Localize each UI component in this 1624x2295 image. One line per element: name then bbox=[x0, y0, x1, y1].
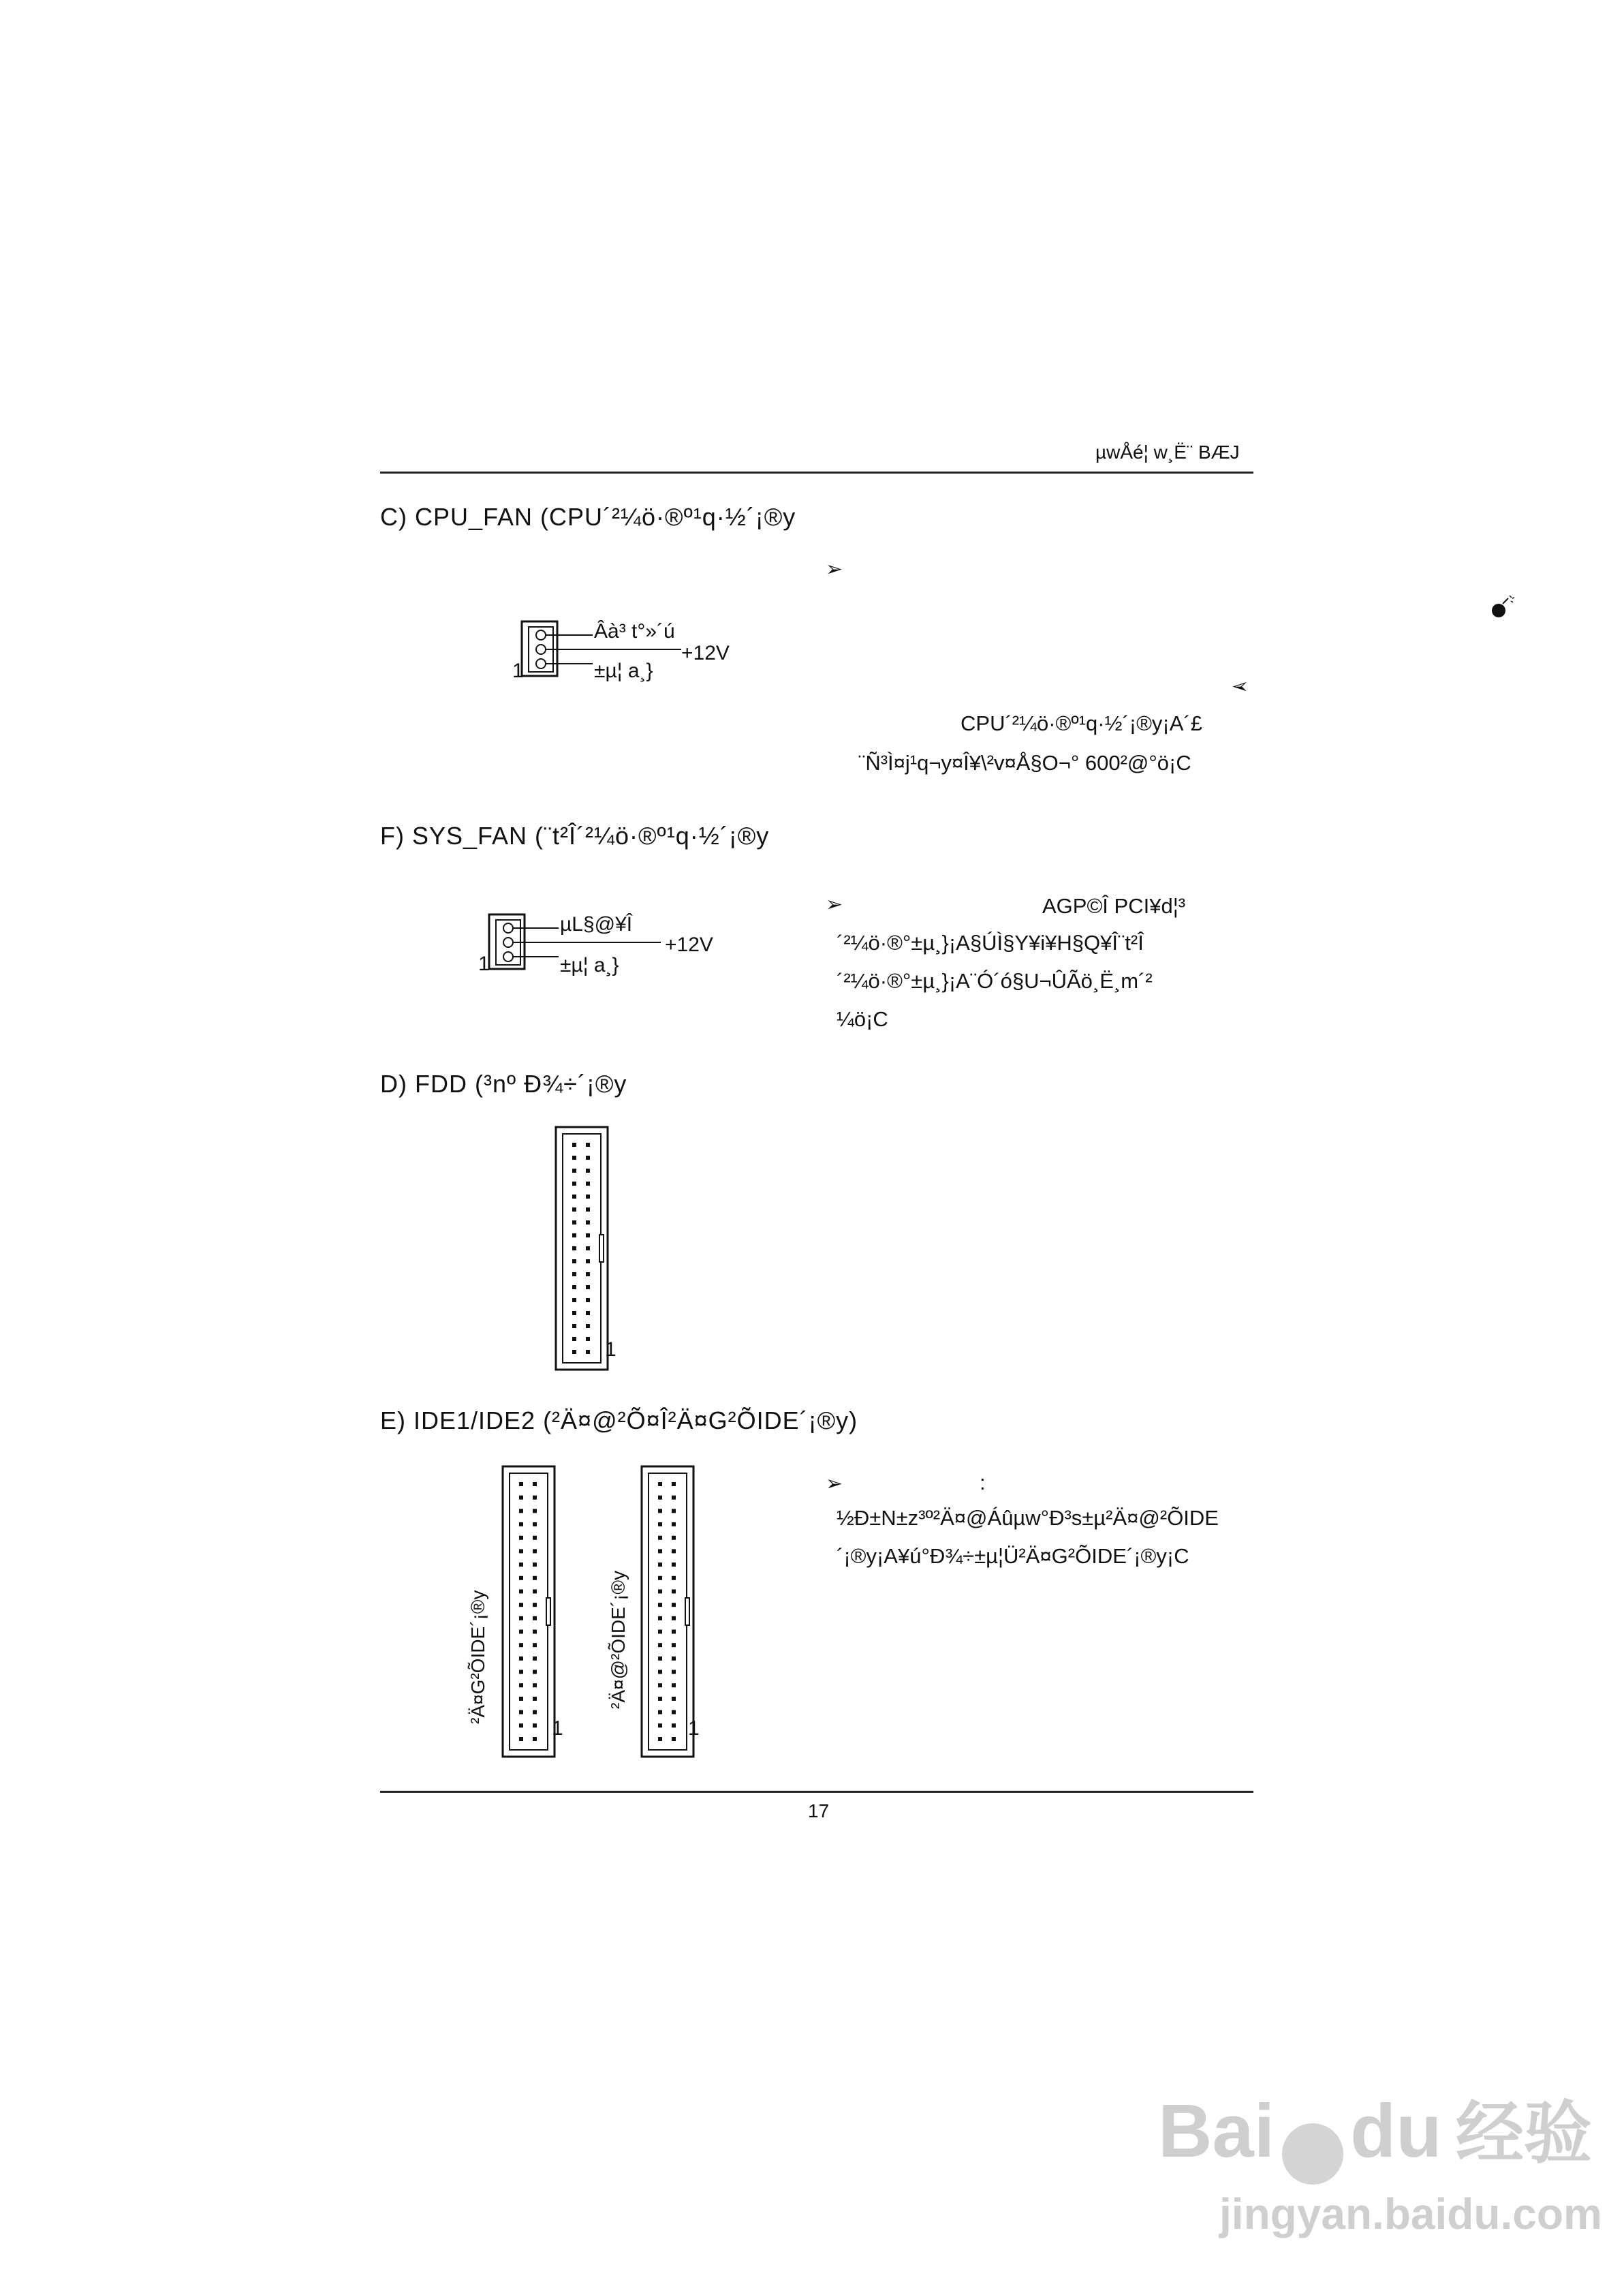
pin bbox=[533, 1482, 537, 1486]
pin bbox=[586, 1272, 590, 1276]
cpu-fan-pin-speed-label: Âà³ t°»´ú bbox=[594, 620, 675, 643]
pin bbox=[533, 1670, 537, 1674]
pin bbox=[533, 1630, 537, 1634]
baidu-jingyan-text: 经验 bbox=[1455, 2095, 1592, 2172]
pin bbox=[533, 1509, 537, 1513]
pin bbox=[658, 1723, 662, 1727]
ide2-pin-one-label: 1 bbox=[552, 1717, 563, 1740]
pin bbox=[658, 1509, 662, 1513]
pin bbox=[586, 1246, 590, 1250]
pin bbox=[519, 1683, 523, 1687]
pin bbox=[572, 1337, 576, 1341]
cpu-fan-heading: C) CPU_FAN (CPU´²¼ö·®º¹q·½´¡®y bbox=[380, 503, 796, 531]
pin bbox=[533, 1603, 537, 1607]
pin bbox=[672, 1496, 676, 1500]
pin bbox=[533, 1576, 537, 1580]
pin bbox=[658, 1710, 662, 1714]
ide2-connector-diagram bbox=[501, 1465, 556, 1758]
sys-fan-note-line1: AGP©Î PCI¥d¦³ bbox=[1042, 894, 1186, 918]
arrow-bullet-icon: ➢ bbox=[826, 1473, 843, 1495]
pin bbox=[519, 1576, 523, 1580]
pin bbox=[572, 1246, 576, 1250]
fdd-pin-one-label: 1 bbox=[605, 1338, 616, 1361]
pin bbox=[672, 1723, 676, 1727]
pin bbox=[519, 1496, 523, 1500]
ide1-pin-one-label: 1 bbox=[688, 1717, 700, 1740]
arrow-bullet-icon: ➢ bbox=[826, 558, 843, 581]
pin bbox=[586, 1207, 590, 1212]
pin bbox=[658, 1630, 662, 1634]
pin bbox=[586, 1285, 590, 1289]
pin bbox=[519, 1522, 523, 1526]
pin bbox=[533, 1549, 537, 1553]
sys-fan-heading: F) SYS_FAN (¨t²Î´²¼ö·®º¹q·½´¡®y bbox=[380, 822, 770, 850]
pin bbox=[533, 1522, 537, 1526]
cpu-fan-pin-12v-label: +12V bbox=[681, 642, 730, 664]
pin bbox=[672, 1589, 676, 1593]
baidu-brand-text-2: du bbox=[1350, 2089, 1442, 2173]
pin bbox=[572, 1156, 576, 1160]
pin bbox=[672, 1697, 676, 1701]
pin bbox=[586, 1195, 590, 1199]
pin bbox=[533, 1643, 537, 1647]
arrow-bullet-left-icon: ➢ bbox=[1232, 675, 1249, 698]
cpu-fan-note-line1: CPU´²¼ö·®º¹q·½´¡®y¡A´£ bbox=[961, 711, 1202, 735]
pin bbox=[519, 1697, 523, 1701]
pin bbox=[572, 1220, 576, 1224]
footer-rule bbox=[380, 1791, 1253, 1793]
pin bbox=[586, 1298, 590, 1302]
pin bbox=[533, 1697, 537, 1701]
pin bbox=[519, 1710, 523, 1714]
cpu-fan-pin-one-label: 1 bbox=[512, 660, 524, 682]
ide-heading: E) IDE1/IDE2 (²Ä¤@²Õ¤Î²Ä¤G²ÕIDE´¡®y) bbox=[380, 1406, 858, 1434]
pin bbox=[658, 1576, 662, 1580]
pin bbox=[586, 1350, 590, 1354]
pin bbox=[572, 1169, 576, 1173]
pin bbox=[672, 1482, 676, 1486]
pin bbox=[658, 1697, 662, 1701]
pin bbox=[658, 1657, 662, 1661]
pin bbox=[533, 1723, 537, 1727]
pin bbox=[658, 1522, 662, 1526]
pin bbox=[586, 1220, 590, 1224]
pin bbox=[672, 1576, 676, 1580]
pin bbox=[658, 1496, 662, 1500]
pin bbox=[572, 1233, 576, 1237]
pin bbox=[672, 1630, 676, 1634]
pin bbox=[572, 1324, 576, 1328]
bomb-icon bbox=[1490, 594, 1518, 621]
pin bbox=[672, 1710, 676, 1714]
pin bbox=[519, 1509, 523, 1513]
sys-fan-pin-one-label: 1 bbox=[478, 953, 490, 975]
page-number: 17 bbox=[808, 1800, 830, 1821]
pin bbox=[572, 1272, 576, 1276]
sys-fan-note-line2: ´²¼ö·®°±µ¸}¡A§ÚÌ§Y¥i¥H§Q¥Î¨t²Î bbox=[837, 931, 1144, 955]
running-header: µwÅé¦ w¸Ë¨ BÆJ bbox=[1095, 442, 1240, 463]
arrow-bullet-icon: ➢ bbox=[826, 893, 843, 916]
pin bbox=[519, 1603, 523, 1607]
pin bbox=[672, 1509, 676, 1513]
pin bbox=[572, 1143, 576, 1147]
pin bbox=[533, 1683, 537, 1687]
header-rule bbox=[380, 472, 1253, 474]
pin bbox=[572, 1350, 576, 1354]
pin bbox=[658, 1549, 662, 1553]
pin bbox=[672, 1603, 676, 1607]
fdd-connector-diagram bbox=[555, 1126, 609, 1371]
pin bbox=[658, 1670, 662, 1674]
pin bbox=[658, 1589, 662, 1593]
pin bbox=[672, 1549, 676, 1553]
pin bbox=[672, 1643, 676, 1647]
sys-fan-pin-12v-label: +12V bbox=[665, 934, 713, 956]
pin bbox=[519, 1723, 523, 1727]
pin bbox=[519, 1589, 523, 1593]
pin bbox=[572, 1207, 576, 1212]
pin bbox=[519, 1562, 523, 1567]
pin bbox=[533, 1496, 537, 1500]
pin bbox=[658, 1643, 662, 1647]
baidu-paw-icon bbox=[1282, 2123, 1343, 2185]
pin bbox=[672, 1670, 676, 1674]
pin bbox=[533, 1710, 537, 1714]
pin bbox=[658, 1616, 662, 1620]
cpu-fan-note-line2: ¨Ñ³Ì¤j¹q¬y¤Î¥\²v¤Å§O¬° 600²@°ö¡C bbox=[858, 751, 1191, 775]
pin bbox=[658, 1536, 662, 1540]
pin bbox=[533, 1536, 537, 1540]
pin bbox=[658, 1683, 662, 1687]
pin bbox=[519, 1737, 523, 1741]
pin bbox=[658, 1603, 662, 1607]
pin bbox=[572, 1195, 576, 1199]
pin bbox=[519, 1643, 523, 1647]
pin bbox=[672, 1683, 676, 1687]
ide1-connector-diagram bbox=[640, 1465, 695, 1758]
baidu-watermark-url: jingyan.baidu.com bbox=[1219, 2189, 1602, 2238]
pin bbox=[658, 1482, 662, 1486]
pin bbox=[658, 1737, 662, 1741]
pin bbox=[586, 1259, 590, 1263]
pin bbox=[533, 1562, 537, 1567]
pin bbox=[672, 1657, 676, 1661]
pin bbox=[672, 1616, 676, 1620]
pin bbox=[586, 1233, 590, 1237]
pin bbox=[586, 1182, 590, 1186]
pin bbox=[672, 1562, 676, 1567]
pin bbox=[519, 1482, 523, 1486]
ide-note-line2: ´¡®y¡A¥ú°Ð¾÷±µ¦Ü²Ä¤G²ÕIDE´¡®y¡C bbox=[837, 1544, 1189, 1568]
baidu-brand-text: Bai bbox=[1158, 2089, 1275, 2173]
pin bbox=[672, 1737, 676, 1741]
pin bbox=[519, 1670, 523, 1674]
pin bbox=[519, 1657, 523, 1661]
pin bbox=[519, 1536, 523, 1540]
pin bbox=[658, 1562, 662, 1567]
pin bbox=[586, 1143, 590, 1147]
fdd-heading: D) FDD (³nº Ð¾÷´¡®y bbox=[380, 1070, 627, 1098]
pin bbox=[572, 1285, 576, 1289]
pin bbox=[572, 1298, 576, 1302]
pin bbox=[519, 1616, 523, 1620]
pin bbox=[519, 1549, 523, 1553]
cpu-fan-pin-ground-label: ±µ¦ a¸} bbox=[594, 660, 653, 682]
sys-fan-pin-ground-label: ±µ¦ a¸} bbox=[560, 954, 619, 976]
pin bbox=[533, 1737, 537, 1741]
pin bbox=[572, 1182, 576, 1186]
sys-fan-note-line3: ´²¼ö·®°±µ¸}¡A¨Ó´ó§U¬ÛÃö¸Ë¸m´² bbox=[837, 969, 1153, 993]
ide-note-colon: : bbox=[980, 1470, 986, 1494]
ide-primary-label: ²Ä¤@²ÕIDE´¡®y bbox=[608, 1570, 629, 1709]
pin bbox=[672, 1536, 676, 1540]
pin bbox=[586, 1311, 590, 1315]
ide-note-line1: ½Ð±N±z³º²Ä¤@Áûµw°Ð³s±µ²Ä¤@²ÕIDE bbox=[837, 1506, 1219, 1530]
pin bbox=[586, 1156, 590, 1160]
pin bbox=[586, 1324, 590, 1328]
pin bbox=[586, 1337, 590, 1341]
pin bbox=[572, 1259, 576, 1263]
pin bbox=[672, 1522, 676, 1526]
pin bbox=[533, 1657, 537, 1661]
ide-secondary-label: ²Ä¤G²ÕIDE´¡®y bbox=[467, 1590, 488, 1724]
sys-fan-note-line4: ¼ö¡C bbox=[837, 1007, 888, 1031]
pin bbox=[586, 1169, 590, 1173]
pin bbox=[572, 1311, 576, 1315]
baidu-watermark bbox=[1158, 2078, 1592, 2185]
pin bbox=[519, 1630, 523, 1634]
pin bbox=[533, 1589, 537, 1593]
sys-fan-pin-unused-label: µL§@¥Î bbox=[560, 913, 633, 936]
pin bbox=[533, 1616, 537, 1620]
